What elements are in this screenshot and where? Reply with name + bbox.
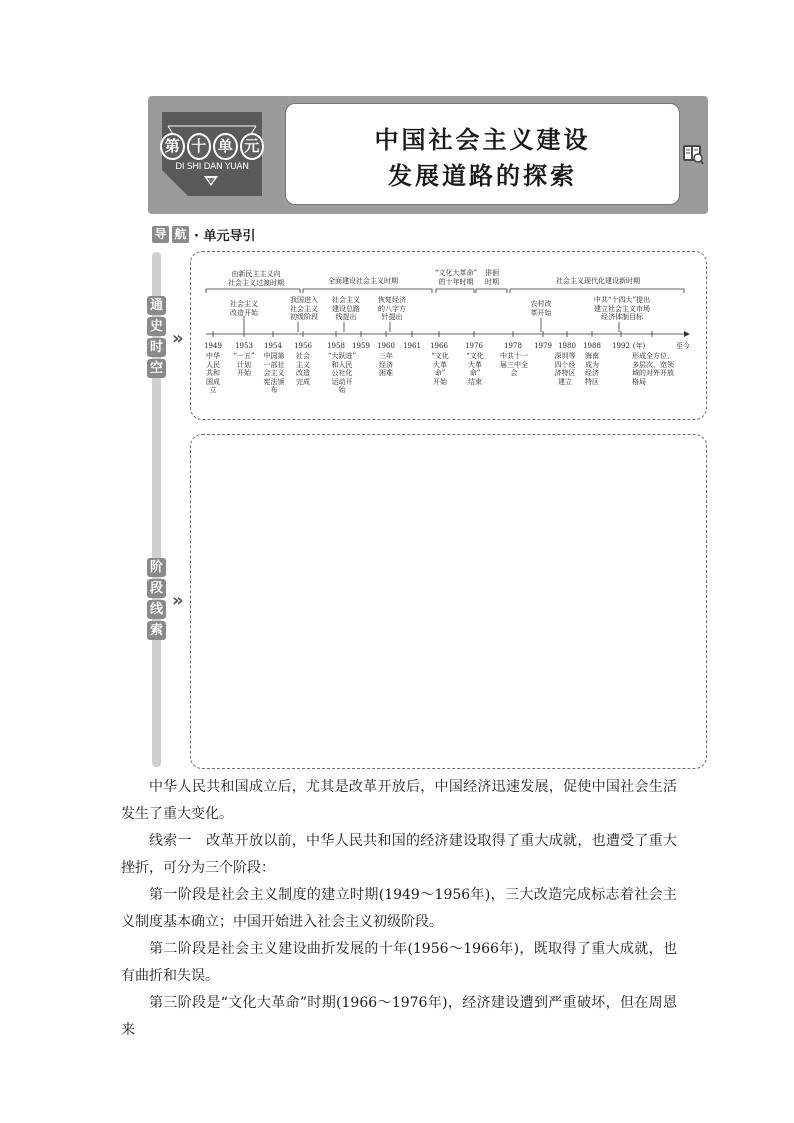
guide-char: 航 <box>172 226 189 243</box>
timeline-lower-event: “文化 大革 命” 结束 <box>466 352 484 386</box>
timeline-lower-event: 海南 成为 经济 特区 <box>585 352 599 386</box>
side-char: 阶 <box>147 558 166 577</box>
guide-char: 导 <box>152 226 169 243</box>
body-paragraph: 中华人民共和国成立后，尤其是改革开放后，中国经济迅速发展，促使中国社会生活发生了重大变化。 <box>121 779 677 822</box>
unit-title-line-2: 发展道路的探索 <box>388 162 577 190</box>
timeline-year: 1992 <box>612 342 630 350</box>
clue-side-label <box>147 558 167 640</box>
timeline-side-label <box>147 296 167 378</box>
timeline-upper-event: 恢复经济 的八字方 针提出 <box>378 296 406 321</box>
body-paragraph: 第三阶段是“文化大革命”时期(1966～1976年)，经济建设遭到严重破坏，但在周恩来 <box>121 995 677 1038</box>
timeline-upper-event: 中共“十四大”提出 建立社会主义市场 经济体制目标 <box>593 296 651 321</box>
timeline-year: 1980 <box>558 342 576 350</box>
side-char: 段 <box>147 579 166 598</box>
stage-clue-box <box>190 434 707 769</box>
double-chevron-right-icon: » <box>172 328 184 349</box>
timeline-lower-event: “大跃进” 和人民 公社化 运动开 始 <box>327 352 357 394</box>
timeline-year: 1961 <box>403 342 421 350</box>
side-char: 通 <box>147 296 166 315</box>
book-icon <box>682 143 704 165</box>
triangle-down-icon <box>204 176 218 186</box>
timeline-year: 1988 <box>583 342 601 350</box>
timeline-lower-event: 形成全方位、 多层次、宽领 域的对外开放 格局 <box>632 352 674 386</box>
timeline-year: 1976 <box>465 342 483 350</box>
timeline-year: 1958 <box>327 342 345 350</box>
timeline-year: 1959 <box>352 342 370 350</box>
unit-number <box>160 133 264 160</box>
body-paragraph: 第二阶段是社会主义建设曲折发展的十年(1956～1966年)，既取得了重大成就，也有曲折和失误。 <box>121 941 677 984</box>
body-paragraph: 第一阶段是社会主义制度的建立时期(1949～1956年)，三大改造完成标志着社会主义制度基本确立；中国开始进入社会主义初级阶段。 <box>121 887 677 930</box>
timeline-year: 1953 <box>235 342 253 350</box>
unit-char: 十 <box>187 133 212 160</box>
timeline-lower-event: 中共十一 届三中全 会 <box>500 352 528 377</box>
timeline-year: (年) <box>632 342 646 350</box>
timeline-year: 1954 <box>264 342 282 350</box>
timeline-upper-event: 农村改 革开始 <box>530 300 552 317</box>
timeline-period: “文化大革命” 的十年时期 <box>434 269 478 286</box>
unit-char: 元 <box>240 133 265 160</box>
timeline-year: 1966 <box>430 342 448 350</box>
timeline-year: 1978 <box>504 342 522 350</box>
unit-title-line-1: 中国社会主义建设 <box>374 126 591 154</box>
double-chevron-right-icon: » <box>172 590 184 611</box>
side-char: 史 <box>147 317 166 336</box>
side-char: 索 <box>147 621 166 640</box>
unit-pinyin: DI SHI DAN YUAN <box>175 162 249 172</box>
side-char: 空 <box>147 359 166 378</box>
timeline-upper-event: 我国进入 社会主义 初级阶段 <box>290 296 318 321</box>
timeline-lower-event: 社会 主义 改造 完成 <box>296 352 310 386</box>
timeline-upper-event: 社会主义 建设总路 线提出 <box>332 296 360 321</box>
timeline-period: 全面建设社会主义时期 <box>328 277 398 285</box>
timeline-lower-event: 深圳等 四个经 济特区 建立 <box>554 352 576 386</box>
timeline-year: 1979 <box>534 342 552 350</box>
timeline-year: 1949 <box>204 342 222 350</box>
timeline-period: 由新民主主义向 社会主义过渡时期 <box>228 270 284 287</box>
unit-char: 第 <box>160 133 185 160</box>
timeline-year: 1956 <box>294 342 312 350</box>
unit-char: 单 <box>213 133 238 160</box>
timeline-lower-event: 三年 经济 困难 <box>379 352 393 377</box>
timeline-lower-event: “文化 大革 命” 开始 <box>431 352 449 386</box>
guide-title: · 单元导引 <box>194 229 256 244</box>
timeline-upper-event: 社会主义 改造开始 <box>230 300 258 317</box>
timeline-year: 1960 <box>377 342 395 350</box>
side-char: 线 <box>147 600 166 619</box>
timeline-lower-event: 中华 人民 共和 国成 立 <box>206 352 220 394</box>
timeline-lower-event: 中国第 一部社 会主义 宪法颁 布 <box>263 352 285 394</box>
timeline-lower-event: “一五” 计划 开始 <box>233 352 255 377</box>
timeline-period: 社会主义现代化建设新时期 <box>556 277 640 285</box>
unit-guide-heading <box>152 225 255 244</box>
timeline-period: 徘徊 时期 <box>485 269 499 286</box>
body-paragraph: 线索一 改革开放以前，中华人民共和国的经济建设取得了重大成就，也遭受了重大挫折，可分为三个阶段： <box>121 833 677 876</box>
timeline-year: 至今 <box>676 342 690 350</box>
side-char: 时 <box>147 338 166 357</box>
